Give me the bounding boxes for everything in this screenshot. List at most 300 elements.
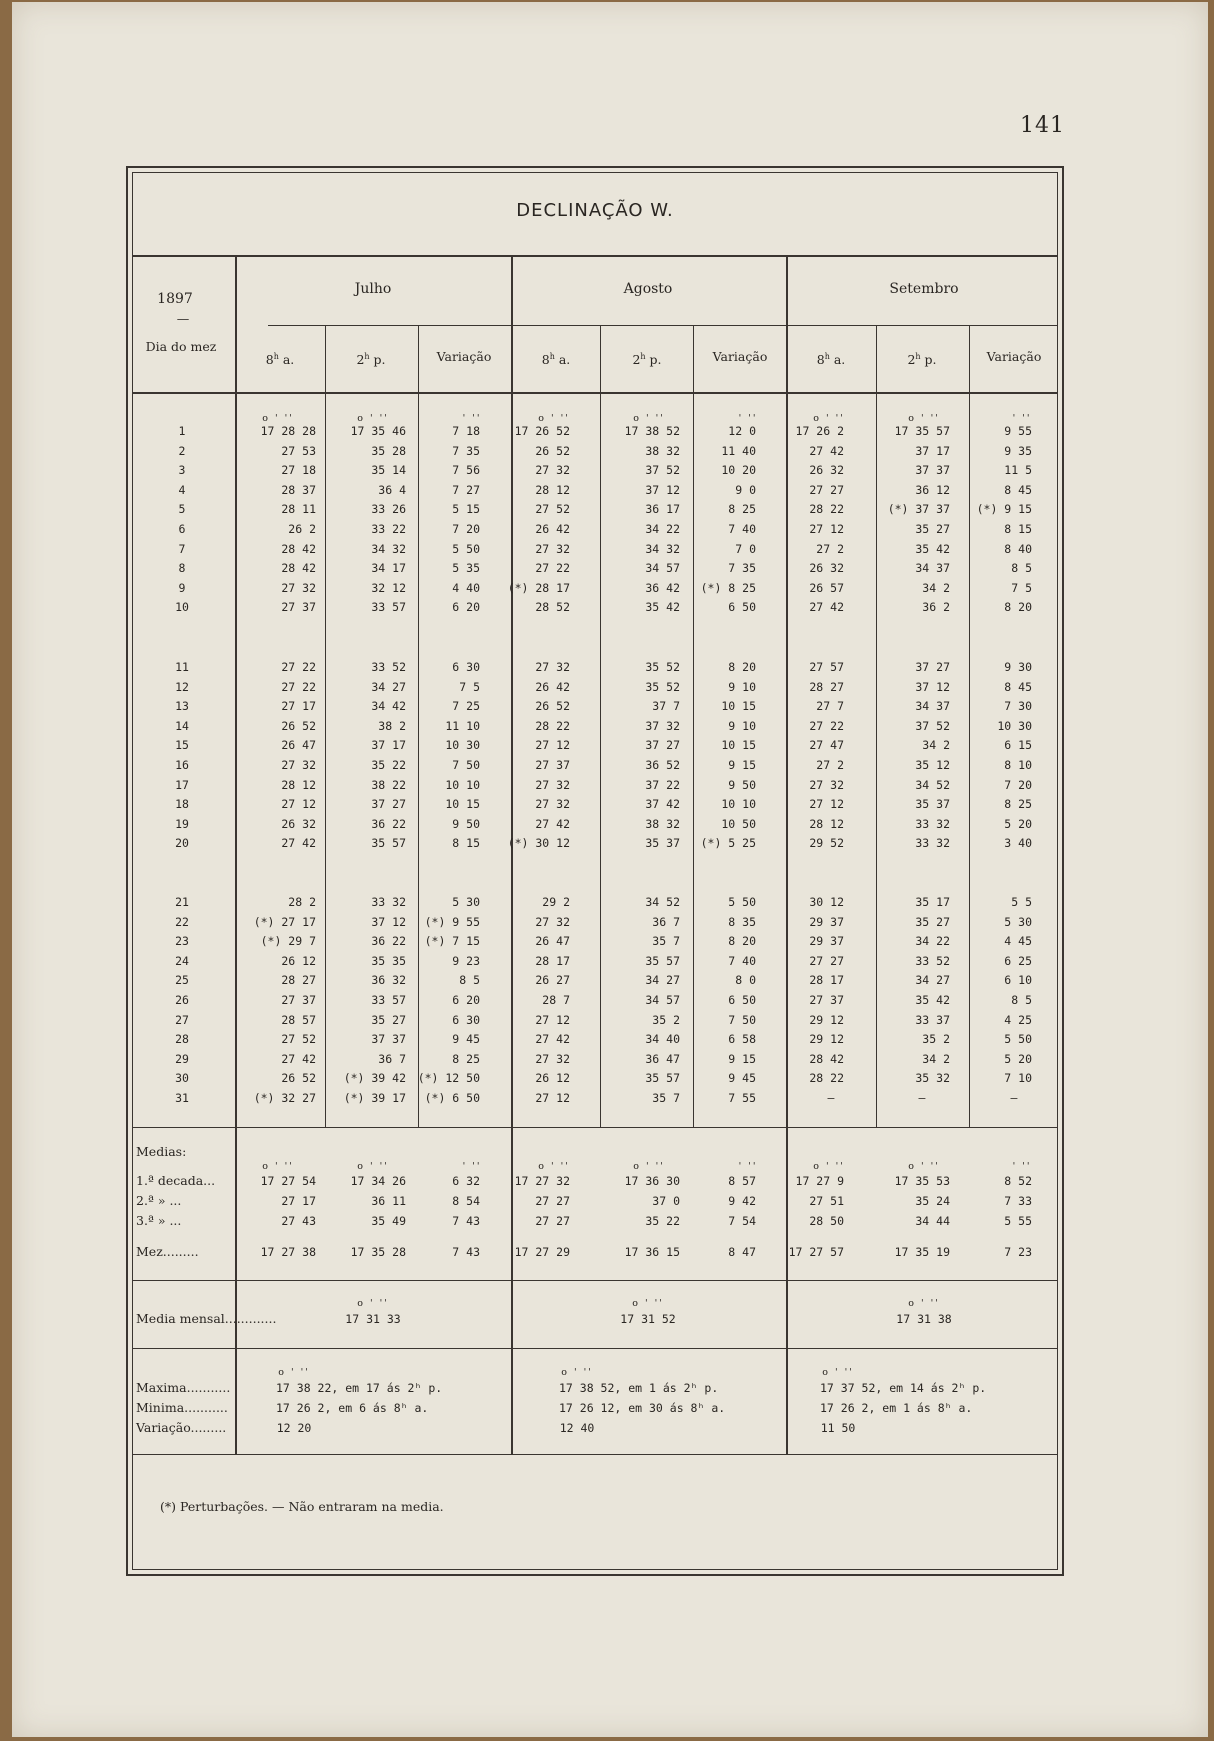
cell-value: 7 35 [728, 561, 756, 576]
cell-value: (*) 9 15 [976, 502, 1032, 517]
cell-value: 32 12 [371, 580, 406, 595]
cell-value: 26 47 [535, 934, 570, 949]
cell-value: 17 35 57 [894, 424, 950, 438]
cell-value: 8 35 [728, 914, 756, 929]
day-number: 15 [175, 738, 189, 753]
media-value: 27 51 [809, 1194, 844, 1208]
cell-value: 27 12 [535, 738, 570, 753]
cell-value: 35 57 [645, 1071, 680, 1086]
cell-value: 28 52 [535, 600, 570, 615]
cell-value: 10 10 [721, 797, 756, 812]
cell-value: 27 32 [535, 463, 570, 478]
month-header-julho: Julho [354, 281, 392, 297]
cell-value: 27 32 [535, 914, 570, 929]
unit-marker: o ' '' [278, 1367, 310, 1378]
maxima-value: 17 37 52, em 14 ás 2ʰ p. [820, 1381, 987, 1395]
unit-marker: ' '' [738, 1161, 758, 1172]
cell-value: 34 37 [915, 699, 950, 714]
cell-value: 37 22 [645, 777, 680, 792]
cell-value: 11 40 [721, 443, 756, 458]
cell-value: 34 2 [922, 580, 950, 595]
day-number: 12 [175, 679, 189, 694]
cell-value: 7 40 [728, 953, 756, 968]
cell-value: 6 20 [452, 993, 480, 1007]
day-number: 19 [175, 816, 189, 831]
unit-marker: o ' '' [357, 1161, 389, 1172]
media-value: 17 35 53 [894, 1174, 950, 1188]
media-value: 17 27 54 [260, 1174, 316, 1188]
year-dash: — [176, 311, 190, 326]
cell-value: 28 57 [281, 1012, 316, 1027]
cell-value: 28 17 [535, 953, 570, 968]
page-number: 141 [1020, 113, 1065, 138]
day-number: 28 [175, 1032, 189, 1047]
cell-value: 8 25 [452, 1051, 480, 1066]
cell-value: 27 12 [535, 1012, 570, 1027]
media-mensal-label: Media mensal............. [136, 1311, 277, 1326]
cell-value: 7 40 [728, 522, 756, 536]
cell-value: 35 57 [371, 836, 406, 851]
cell-value: 26 42 [535, 679, 570, 694]
cell-value: 28 17 [809, 973, 844, 988]
cell-value: 9 50 [728, 777, 756, 792]
cell-value: 5 30 [452, 895, 480, 909]
day-number: 10 [175, 600, 189, 615]
media-value: 17 27 32 [514, 1174, 570, 1188]
cell-value: 6 30 [452, 660, 480, 674]
cell-value: 34 57 [645, 993, 680, 1007]
cell-value: (*) 30 12 [507, 836, 570, 851]
cell-value: 28 2 [288, 895, 316, 909]
mez-value: 7 23 [1004, 1245, 1032, 1259]
cell-value: 35 42 [645, 600, 680, 615]
unit-marker: o ' '' [538, 413, 570, 424]
year-label: 1897 [157, 291, 193, 307]
cell-value: 4 40 [452, 580, 480, 595]
cell-value: 10 15 [721, 699, 756, 714]
cell-value: 28 37 [281, 482, 316, 497]
cell-value: (*) 7 15 [424, 934, 480, 949]
cell-value: 37 12 [915, 679, 950, 694]
cell-value: 37 12 [371, 914, 406, 929]
cell-value: 33 22 [371, 522, 406, 536]
maxima-value: 17 38 22, em 17 ás 2ʰ p. [276, 1381, 443, 1395]
cell-value: 27 42 [281, 836, 316, 851]
cell-value: 34 32 [645, 541, 680, 556]
cell-value: 35 27 [915, 914, 950, 929]
cell-value: 10 30 [997, 718, 1032, 733]
cell-value: 7 35 [452, 443, 480, 458]
cell-value: 8 25 [728, 502, 756, 517]
media-mensal-value: 17 31 38 [896, 1312, 952, 1326]
cell-value: 9 0 [735, 482, 756, 497]
cell-value: 27 22 [281, 679, 316, 694]
cell-value: 28 42 [809, 1051, 844, 1066]
cell-value: 37 17 [371, 738, 406, 753]
cell-value: (*) 39 42 [343, 1071, 406, 1086]
cell-value: 6 58 [728, 1032, 756, 1047]
cell-value: 26 42 [535, 522, 570, 536]
mez-value: 17 35 19 [894, 1245, 950, 1259]
media-value: 9 42 [728, 1194, 756, 1208]
media-value: 8 52 [1004, 1174, 1032, 1188]
cell-value: 27 12 [809, 797, 844, 812]
day-number: 13 [175, 699, 189, 714]
cell-value: 34 27 [645, 973, 680, 988]
cell-value: 26 12 [535, 1071, 570, 1086]
cell-value: 34 40 [645, 1032, 680, 1047]
sub-column-rule [325, 325, 326, 1127]
day-number: 6 [178, 522, 186, 536]
cell-value: 36 17 [645, 502, 680, 517]
cell-value: 9 30 [1004, 660, 1032, 674]
cell-value: 7 56 [452, 463, 480, 478]
cell-value: 37 27 [371, 797, 406, 812]
day-number: 16 [175, 758, 189, 772]
cell-value: 9 15 [728, 1051, 756, 1066]
cell-value: 35 42 [915, 993, 950, 1007]
cell-value: 28 42 [281, 541, 316, 556]
cell-value: 35 2 [922, 1032, 950, 1047]
cell-value: 27 42 [809, 600, 844, 615]
unit-marker: o ' '' [633, 1161, 665, 1172]
unit-marker: o ' '' [908, 1298, 940, 1309]
mez-value: 17 27 57 [788, 1245, 844, 1259]
cell-value: (*) 29 7 [260, 934, 316, 949]
cell-value: 36 52 [645, 758, 680, 772]
cell-value: 27 37 [281, 600, 316, 615]
media-value: 17 27 9 [795, 1174, 844, 1188]
day-number: 20 [175, 836, 189, 851]
day-column-rule [235, 255, 237, 1454]
cell-value: 29 12 [809, 1012, 844, 1027]
media-value: 27 17 [281, 1194, 316, 1208]
minima-label: Minima........... [136, 1400, 228, 1415]
unit-marker: ' '' [1012, 413, 1032, 424]
cell-value: 35 14 [371, 463, 406, 478]
cell-value: 33 32 [915, 836, 950, 851]
cell-value: 9 10 [728, 679, 756, 694]
cell-value: 10 20 [721, 463, 756, 478]
media-value: 6 32 [452, 1174, 480, 1188]
cell-value: 9 15 [728, 758, 756, 772]
cell-value: 27 32 [281, 580, 316, 595]
media-value: 17 36 30 [624, 1174, 680, 1188]
cell-value: 8 15 [452, 836, 480, 851]
cell-value: (*) 9 55 [424, 914, 480, 929]
day-number: 7 [178, 541, 186, 556]
cell-value: 37 12 [645, 482, 680, 497]
cell-value: (*) 8 25 [700, 580, 756, 595]
cell-value: 27 22 [281, 660, 316, 674]
cell-value: 17 38 52 [624, 424, 680, 438]
col-2p-header: 2$^h$ p. [632, 352, 662, 368]
cell-value: 28 22 [809, 1071, 844, 1086]
cell-value: 35 7 [652, 1091, 680, 1105]
cell-value: 4 25 [1004, 1012, 1032, 1027]
cell-value: 7 25 [452, 699, 480, 714]
cell-value: 28 12 [535, 482, 570, 497]
mez-value: 17 36 15 [624, 1245, 680, 1259]
cell-value: 37 27 [645, 738, 680, 753]
footnote: (*) Perturbações. — Não entraram na media. [160, 1499, 444, 1514]
cell-value: 27 7 [816, 699, 844, 714]
cell-value: 27 22 [535, 561, 570, 576]
cell-value: 5 5 [1011, 895, 1032, 909]
cell-value: 27 53 [281, 443, 316, 458]
cell-value: 10 50 [721, 816, 756, 831]
cell-value: 26 57 [809, 580, 844, 595]
cell-value: — [918, 1091, 926, 1105]
day-number: 14 [175, 718, 189, 733]
cell-value: 8 0 [735, 973, 756, 988]
cell-value: 27 37 [809, 993, 844, 1007]
cell-value: 36 32 [371, 973, 406, 988]
cell-value: 27 52 [281, 1032, 316, 1047]
unit-marker: ' '' [462, 1161, 482, 1172]
agosto-setembro-rule [786, 255, 788, 1454]
media-value: 37 0 [652, 1194, 680, 1208]
cell-value: (*) 32 27 [253, 1091, 316, 1105]
unit-marker: ' '' [462, 413, 482, 424]
minima-value: 17 26 2, em 1 ás 8ʰ a. [820, 1401, 973, 1415]
unit-marker: o ' '' [813, 413, 845, 424]
cell-value: 8 15 [1004, 522, 1032, 536]
unit-marker: o ' '' [632, 1298, 664, 1309]
col-variacao-header: Variação [986, 349, 1042, 364]
cell-value: 5 30 [1004, 914, 1032, 929]
cell-value: 27 12 [535, 1091, 570, 1105]
cell-value: 27 32 [535, 1051, 570, 1066]
cell-value: 33 37 [915, 1012, 950, 1027]
unit-marker: o ' '' [633, 413, 665, 424]
day-number: 5 [178, 502, 186, 517]
cell-value: 6 20 [452, 600, 480, 615]
cell-value: 27 32 [535, 541, 570, 556]
cell-value: 28 22 [535, 718, 570, 733]
day-number: 9 [178, 580, 186, 595]
media-value: 5 55 [1004, 1214, 1032, 1228]
cell-value: 34 27 [915, 973, 950, 988]
media-mensal-value: 17 31 52 [620, 1312, 676, 1326]
mez-value: 8 47 [728, 1245, 756, 1259]
cell-value: 35 32 [915, 1071, 950, 1086]
day-number: 27 [175, 1012, 189, 1027]
cell-value: 29 12 [809, 1032, 844, 1047]
unit-marker: o ' '' [908, 1161, 940, 1172]
day-number: 31 [175, 1091, 189, 1105]
cell-value: 33 52 [915, 953, 950, 968]
cell-value: 37 32 [645, 718, 680, 733]
day-number: 24 [175, 953, 189, 968]
cell-value: 36 47 [645, 1051, 680, 1066]
cell-value: 34 52 [645, 895, 680, 909]
cell-value: 9 35 [1004, 443, 1032, 458]
unit-marker: o ' '' [357, 413, 389, 424]
unit-marker: ' '' [1012, 1161, 1032, 1172]
day-number: 11 [175, 660, 189, 674]
cell-value: 28 11 [281, 502, 316, 517]
mez-value: 7 43 [452, 1245, 480, 1259]
day-number: 23 [175, 934, 189, 949]
cell-value: 33 57 [371, 600, 406, 615]
cell-value: 7 50 [728, 1012, 756, 1027]
unit-marker: o ' '' [822, 1367, 854, 1378]
cell-value: 38 32 [645, 443, 680, 458]
media-value: 35 24 [915, 1194, 950, 1208]
cell-value: 35 12 [915, 758, 950, 772]
cell-value: 26 52 [535, 699, 570, 714]
cell-value: 27 32 [281, 758, 316, 772]
cell-value: 35 22 [371, 758, 406, 772]
mez-value: 17 35 28 [350, 1245, 406, 1259]
cell-value: 8 20 [728, 934, 756, 949]
cell-value: 7 0 [735, 541, 756, 556]
media-value: 17 34 26 [350, 1174, 406, 1188]
cell-value: 37 27 [915, 660, 950, 674]
day-number: 2 [178, 443, 186, 458]
cell-value: 27 32 [535, 797, 570, 812]
cell-value: 7 5 [1011, 580, 1032, 595]
cell-value: 8 5 [1011, 561, 1032, 576]
cell-value: 28 42 [281, 561, 316, 576]
cell-value: 7 27 [452, 482, 480, 497]
cell-value: 26 12 [281, 953, 316, 968]
unit-marker: ' '' [738, 413, 758, 424]
media-value: 7 54 [728, 1214, 756, 1228]
day-number: 3 [178, 463, 186, 478]
cell-value: 7 10 [1004, 1071, 1032, 1086]
day-number: 8 [178, 561, 186, 576]
col-variacao-header: Variação [436, 349, 492, 364]
cell-value: (*) 39 17 [343, 1091, 406, 1105]
cell-value: 34 17 [371, 561, 406, 576]
decada-label: 1.ª decada... [136, 1173, 216, 1188]
cell-value: 27 12 [809, 522, 844, 536]
day-number: 25 [175, 973, 189, 988]
cell-value: 33 32 [915, 816, 950, 831]
cell-value: 34 27 [371, 679, 406, 694]
unit-marker: o ' '' [813, 1161, 845, 1172]
cell-value: 35 27 [915, 522, 950, 536]
day-number: 1 [178, 424, 186, 438]
cell-value: 27 17 [281, 699, 316, 714]
cell-value: 7 20 [1004, 777, 1032, 792]
cell-value: 28 7 [542, 993, 570, 1007]
cell-value: 34 57 [645, 561, 680, 576]
cell-value: 28 27 [281, 973, 316, 988]
cell-value: 37 37 [915, 463, 950, 478]
cell-value: 36 12 [915, 482, 950, 497]
cell-value: 35 37 [915, 797, 950, 812]
media-value: 7 43 [452, 1214, 480, 1228]
cell-value: 5 20 [1004, 1051, 1032, 1066]
cell-value: 36 7 [378, 1051, 406, 1066]
cell-value: 35 27 [371, 1012, 406, 1027]
cell-value: 29 52 [809, 836, 844, 851]
cell-value: 26 52 [281, 1071, 316, 1086]
cell-value: 35 57 [645, 953, 680, 968]
col-8a-header: 8$^h$ a. [816, 352, 846, 368]
cell-value: — [1010, 1091, 1018, 1105]
day-number: 18 [175, 797, 189, 812]
col-variacao-header: Variação [712, 349, 768, 364]
cell-value: 26 47 [281, 738, 316, 753]
cell-value: 37 17 [915, 443, 950, 458]
row-header: Dia do mez [145, 339, 217, 354]
cell-value: 10 15 [721, 738, 756, 753]
cell-value: 7 55 [728, 1091, 756, 1105]
cell-value: 36 2 [922, 600, 950, 615]
cell-value: 34 32 [371, 541, 406, 556]
unit-marker: o ' '' [357, 1298, 389, 1309]
cell-value: 28 27 [809, 679, 844, 694]
cell-value: 33 26 [371, 502, 406, 517]
cell-value: 27 27 [809, 953, 844, 968]
cell-value: 6 50 [728, 600, 756, 615]
cell-value: 36 42 [645, 580, 680, 595]
cell-value: 27 32 [809, 777, 844, 792]
cell-value: 35 2 [652, 1012, 680, 1027]
cell-value: 27 42 [535, 1032, 570, 1047]
cell-value: 34 37 [915, 561, 950, 576]
cell-value: 27 32 [535, 777, 570, 792]
cell-value: 9 23 [452, 953, 480, 968]
cell-value: — [827, 1091, 835, 1105]
day-number: 26 [175, 993, 189, 1007]
cell-value: 7 50 [452, 758, 480, 772]
cell-value: 5 15 [452, 502, 480, 517]
cell-value: 6 10 [1004, 973, 1032, 988]
media-mensal-value: 17 31 33 [345, 1312, 401, 1326]
maxima-value: 17 38 52, em 1 ás 2ʰ p. [559, 1381, 719, 1395]
header-top-rule [132, 255, 1058, 257]
day-number: 4 [178, 482, 186, 497]
sub-column-rule [418, 325, 419, 1127]
media-value: 34 44 [915, 1214, 950, 1228]
medias-top-rule [132, 1127, 1058, 1128]
cell-value: 27 57 [809, 660, 844, 674]
cell-value: 37 37 [371, 1032, 406, 1047]
cell-value: 27 42 [281, 1051, 316, 1066]
cell-value: 8 20 [1004, 600, 1032, 615]
media-value: 8 57 [728, 1174, 756, 1188]
cell-value: 34 22 [645, 522, 680, 536]
table-title: DECLINAÇÃO W. [516, 200, 674, 221]
cell-value: 27 42 [535, 816, 570, 831]
cell-value: 29 37 [809, 934, 844, 949]
cell-value: 26 32 [281, 816, 316, 831]
cell-value: 10 15 [445, 797, 480, 812]
cell-value: 6 30 [452, 1012, 480, 1027]
cell-value: 28 12 [281, 777, 316, 792]
cell-value: 28 12 [809, 816, 844, 831]
maxima-label: Maxima........... [136, 1380, 231, 1395]
day-number: 30 [175, 1071, 189, 1086]
cell-value: 7 5 [459, 679, 480, 694]
media-value: 28 50 [809, 1214, 844, 1228]
cell-value: 17 28 28 [260, 424, 316, 438]
cell-value: 27 22 [809, 718, 844, 733]
cell-value: 30 12 [809, 895, 844, 909]
cell-value: 35 42 [915, 541, 950, 556]
cell-value: 27 12 [281, 797, 316, 812]
cell-value: 26 32 [809, 561, 844, 576]
cell-value: (*) 12 50 [417, 1071, 480, 1086]
cell-value: 35 7 [652, 934, 680, 949]
cell-value: 34 2 [922, 738, 950, 753]
variacao-value: 12 40 [559, 1421, 595, 1435]
